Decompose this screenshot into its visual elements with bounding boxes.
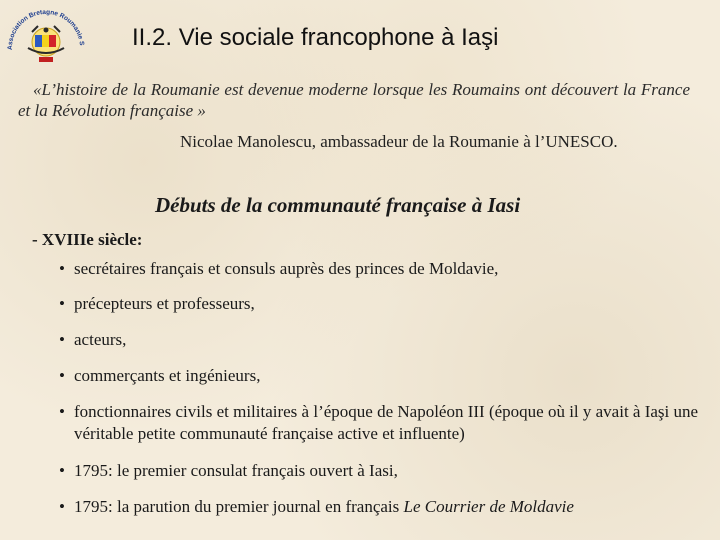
list-item [59, 365, 699, 387]
bullet-icon: • [59, 294, 65, 313]
list-item-text: 1795: le premier consulat français ouvert à Iasi, [74, 461, 398, 480]
list-item-text [74, 496, 699, 518]
section-subtitle: Débuts de la communauté française à Iasi [155, 193, 521, 217]
newspaper-title: Le Courrier de Moldavie [403, 497, 574, 516]
list-item-text: secrétaires français et consuls auprès des princes de Moldavie, [74, 259, 499, 278]
bullet-icon: • [59, 259, 65, 278]
list-item [59, 293, 699, 315]
list-item-text: précepteurs et professeurs, [74, 294, 255, 313]
slide-title: II.2. Vie sociale francophone à Iaşi [132, 24, 499, 51]
list-item-text-plain: 1795: la parution du premier journal en français [74, 497, 404, 516]
association-logo [4, 2, 86, 64]
logo-lettering: Association Bretagne Roumanie S [6, 8, 86, 51]
bullet-icon: • [59, 366, 65, 385]
bullet-icon: • [59, 497, 65, 516]
quote-attribution: Nicolae Manolescu, ambassadeur de la Roumanie à l’UNESCO. [180, 132, 618, 151]
bullet-icon: • [59, 402, 65, 421]
list-item [59, 258, 699, 280]
list-item-text: acteurs, [74, 330, 127, 349]
list-item-text: fonctionnaires civils et militaires à l’époque de Napoléon III (époque où il y avait à Iaşi une véritable petite communauté française active et influente) [74, 402, 699, 443]
list-item [59, 460, 699, 482]
quote-text: «L’histoire de la Roumanie est devenue moderne lorsque les Roumains ont découvert la France et la Révolution française » [18, 80, 690, 120]
list-item [59, 401, 699, 445]
list-item [59, 496, 699, 518]
list-item [59, 329, 699, 351]
bullet-icon: • [59, 461, 65, 480]
bullet-icon: • [59, 330, 65, 349]
century-heading: - XVIIIe siècle: [32, 230, 143, 249]
list-item-text: commerçants et ingénieurs, [74, 366, 261, 385]
